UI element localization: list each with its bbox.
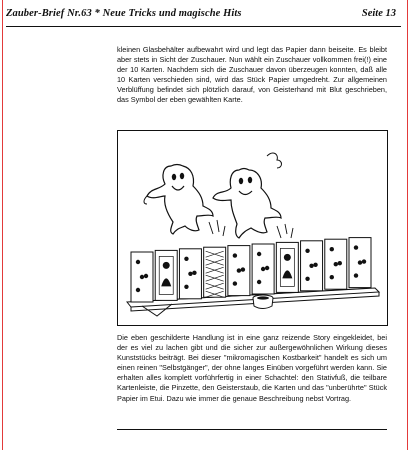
page-number: Seite 13 bbox=[361, 8, 396, 19]
body-text-top bbox=[117, 45, 387, 106]
playing-card bbox=[131, 252, 153, 302]
page-border-right bbox=[407, 0, 408, 450]
playing-card bbox=[349, 238, 371, 288]
paragraph-top: kleinen Glasbehälter aufbewahrt wird und legt das Papier dann beiseite. Es bleibt aber stets in Sicht der Zuschauer. Nun wählt ein Zuschauer vollkommen frei(!) eine der 10 Karten. Nachdem sich die Zuschauer davon überzeugen konnten, daß alle 10 Karten verschieden sind, wird das Stück Papier umgedreht. Zur allgemeinen Verblüffung befindet sich plötzlich darauf, von Geisterhand mit Blut geschrieben, das Symbol der eben gewählten Karte. bbox=[117, 45, 387, 105]
paragraph-bottom: Die eben geschilderte Handlung ist in eine ganz reizende Story eingekleidet, bei der es viel zu lachen gibt und die sicher zur außergewöhnlichen Wirkung dieses Kunststücks beiträgt. Bei dieser "mikromagischen Kostbarkeit" handelt es sich um einen reinen "Selbstgänger", der ohne langes Einüben vorgeführt werden kann. Sie erhalten alles komplett vorführfertig in einer Schachtel: den Stativfuß, die teilbare Kartenleiste, die Pinzette, den Geisterstaub, die Karten und das "unberührte" Stück Papier im Etui. Dazu wie immer die genaue Beschreibung nebst Vortrag. bbox=[117, 333, 387, 403]
playing-card bbox=[228, 246, 250, 296]
playing-card bbox=[179, 249, 201, 299]
running-header bbox=[6, 6, 400, 24]
page-border-left bbox=[2, 0, 3, 450]
playing-card bbox=[276, 242, 298, 292]
playing-card bbox=[301, 241, 323, 291]
glass-container bbox=[253, 295, 273, 309]
footer-rule bbox=[117, 429, 387, 430]
header-title: Zauber-Brief Nr.63 * Neue Tricks und magische Hits bbox=[6, 8, 242, 19]
playing-card bbox=[155, 250, 177, 300]
playing-card bbox=[252, 244, 274, 294]
playing-card bbox=[325, 239, 347, 289]
playing-card bbox=[204, 247, 226, 297]
trick-illustration bbox=[117, 130, 388, 326]
body-text-bottom bbox=[117, 333, 387, 404]
header-rule bbox=[6, 26, 401, 27]
